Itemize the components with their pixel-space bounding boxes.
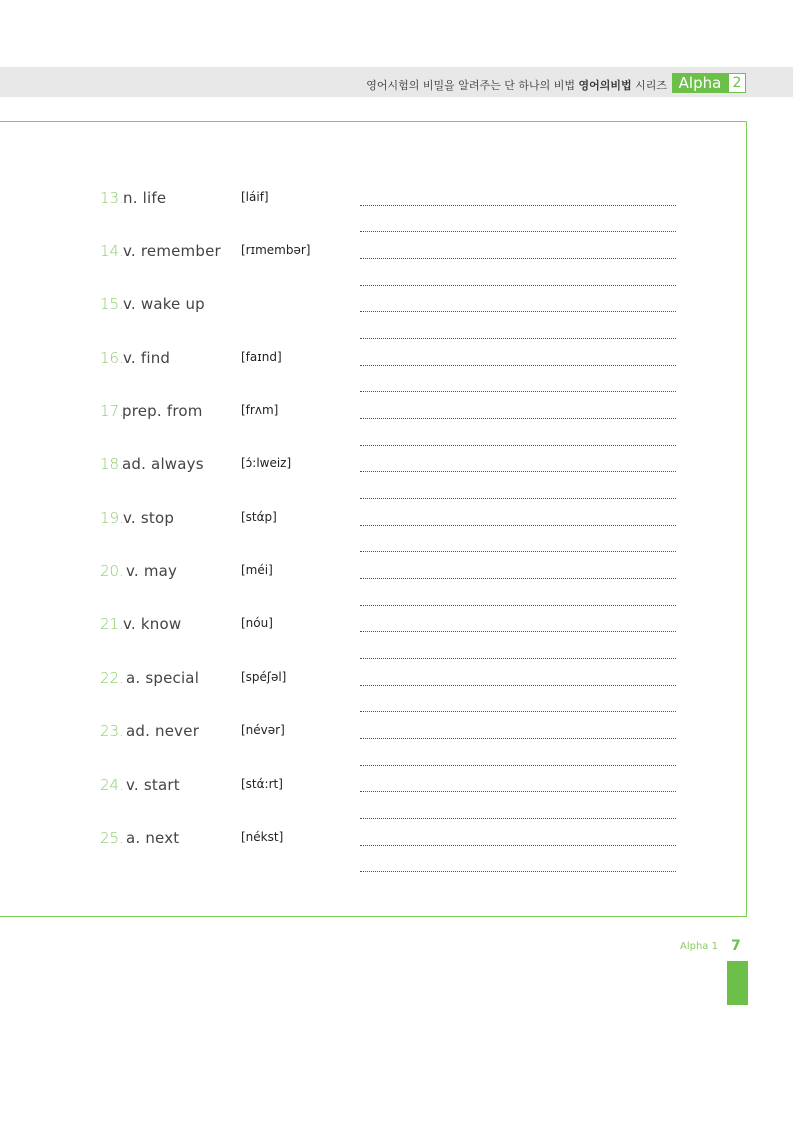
vocab-entry (0, 615, 793, 645)
writing-line (360, 498, 676, 499)
entry-number: 20. (100, 562, 124, 580)
entry-pronunciation: [faɪnd] (241, 350, 282, 364)
entry-number: 13. (100, 189, 124, 207)
entry-number: 24. (100, 776, 124, 794)
writing-line (360, 845, 676, 846)
vocab-entry (0, 669, 793, 699)
writing-line (360, 738, 676, 739)
entry-word: v. remember (123, 242, 221, 260)
entry-word: ad. always (122, 455, 204, 473)
writing-line (360, 205, 676, 206)
entry-word: v. start (126, 776, 180, 794)
writing-line (360, 631, 676, 632)
series-brand: 영어의비법 (578, 79, 632, 92)
vocab-entry (0, 509, 793, 539)
entry-pronunciation: [méi] (241, 563, 273, 577)
vocab-entry (0, 722, 793, 752)
entry-pronunciation: [stάp] (241, 510, 277, 524)
writing-line (360, 791, 676, 792)
writing-line (360, 285, 676, 286)
writing-line (360, 605, 676, 606)
writing-line (360, 471, 676, 472)
writing-line (360, 258, 676, 259)
vocab-entry (0, 402, 793, 432)
entry-pronunciation: [ɔ́:lweiz] (241, 456, 292, 470)
entry-pronunciation: [frʌm] (241, 403, 279, 417)
entry-number: 18. (100, 455, 124, 473)
writing-line (360, 338, 676, 339)
entry-word: v. find (123, 349, 171, 367)
writing-line (360, 578, 676, 579)
entry-pronunciation: [spéʃəl] (241, 670, 287, 684)
entry-pronunciation: [láif] (241, 190, 269, 204)
page-number: 7 (731, 938, 741, 954)
writing-line (360, 391, 676, 392)
entry-word: a. next (126, 829, 180, 847)
entry-word: ad. never (126, 722, 200, 740)
alpha-badge: Alpha (672, 73, 728, 93)
entry-word: v. may (126, 562, 178, 580)
writing-line (360, 765, 676, 766)
writing-line (360, 445, 676, 446)
entry-number: 22. (100, 669, 124, 687)
vocab-entry (0, 189, 793, 219)
entry-word: prep. from (122, 402, 203, 420)
entry-number: 17. (100, 402, 124, 420)
entry-number: 21. (100, 615, 124, 633)
vocab-entry (0, 562, 793, 592)
entry-word: a. special (126, 669, 200, 687)
writing-line (360, 418, 676, 419)
entry-number: 19. (100, 509, 124, 527)
writing-line (360, 311, 676, 312)
series-title (366, 77, 667, 93)
writing-line (360, 818, 676, 819)
vocab-entry (0, 455, 793, 485)
vocab-entry (0, 349, 793, 379)
writing-line (360, 365, 676, 366)
entry-pronunciation: [rɪmembər] (241, 243, 311, 257)
series-suffix: 시리즈 (635, 79, 667, 92)
entry-word: v. wake up (123, 295, 205, 313)
entry-number: 15. (100, 295, 124, 313)
entry-pronunciation: [nóu] (241, 616, 273, 630)
entry-pronunciation: [stά:rt] (241, 777, 283, 791)
writing-line (360, 525, 676, 526)
entry-word: n. life (123, 189, 167, 207)
entry-pronunciation: [névər] (241, 723, 285, 737)
entry-number: 16. (100, 349, 124, 367)
level-badge: 2 (728, 73, 746, 93)
entry-number: 23. (100, 722, 124, 740)
writing-line (360, 711, 676, 712)
entry-number: 25. (100, 829, 124, 847)
page-tab-marker (727, 961, 748, 1005)
entry-number: 14. (100, 242, 124, 260)
writing-line (360, 871, 676, 872)
vocab-entry (0, 242, 793, 272)
vocab-entry (0, 829, 793, 859)
entry-word: v. stop (123, 509, 175, 527)
writing-line (360, 658, 676, 659)
series-text: 영어시험의 비밀을 알려주는 단 하나의 비법 (366, 79, 575, 92)
writing-line (360, 685, 676, 686)
entry-pronunciation: [nékst] (241, 830, 284, 844)
writing-line (360, 551, 676, 552)
entry-word: v. know (123, 615, 182, 633)
writing-line (360, 231, 676, 232)
footer-book-label: Alpha 1 (680, 941, 718, 952)
vocab-entry (0, 295, 793, 325)
